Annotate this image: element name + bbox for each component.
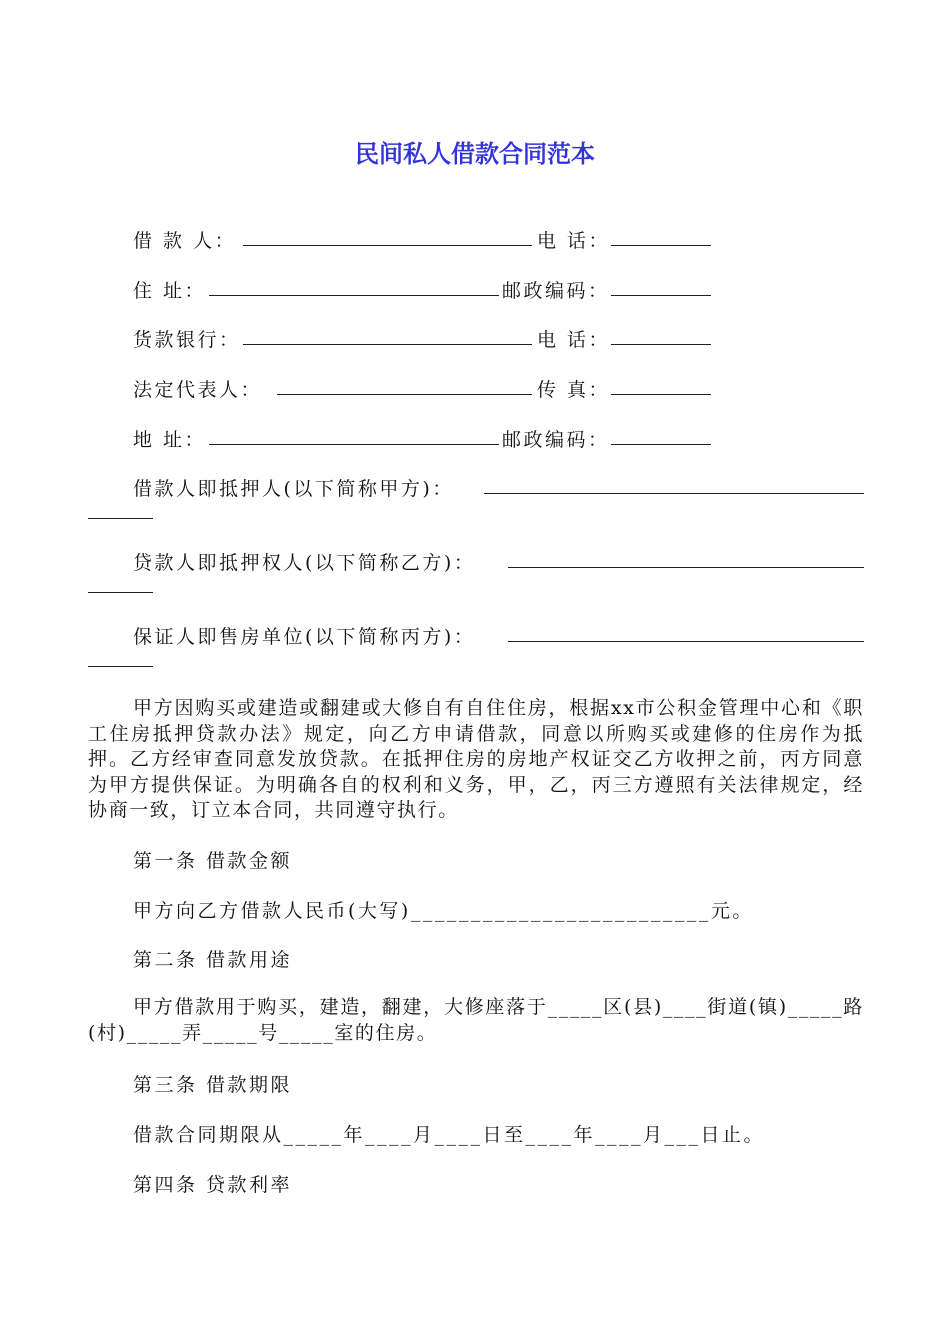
party-c-blank[interactable] [508,641,864,642]
address2-blank[interactable] [209,444,499,445]
bank-label: 货款银行： [133,329,241,351]
borrower-blank[interactable] [243,245,532,246]
fax-blank[interactable] [611,394,711,395]
phone2-blank[interactable] [611,344,711,345]
document-title: 民间私人借款合同范本 [355,140,595,168]
legal-rep-blank[interactable] [277,394,532,395]
article-3-title: 第三条 借款期限 [133,1074,293,1096]
address1-label: 住 址： [133,280,207,302]
phone1-blank[interactable] [611,245,711,246]
party-b-label: 贷款人即抵押权人(以下简称乙方)： [133,552,476,574]
article-4-title: 第四条 贷款利率 [133,1174,293,1196]
legal-rep-label: 法定代表人： [133,379,263,401]
preamble-paragraph: 甲方因购买或建造或翻建或大修自有自住住房，根据xx市公积金管理中心和《职工住房抵押贷款办法》规定，向乙方申请借款，同意以所购买或建修的住房作为抵押。乙方经审查同意发放贷款。在抵押住房的房地产权证交乙方收押之前，丙方同意为甲方提供保证。为明确各自的权利和义务，甲，乙，丙三方遵照有关法律规定，经协商一致，订立本合同，共同遵守执行。 [88,697,864,821]
phone2-label: 电 话： [537,329,611,351]
party-a-label: 借款人即抵押人(以下简称甲方)： [133,478,454,500]
postcode1-label: 邮政编码： [502,280,610,302]
party-b-blank-cont[interactable] [88,592,153,593]
party-b-blank[interactable] [508,567,864,568]
article-3-text: 借款合同期限从_____年____月____日至____年____月___日止。 [133,1124,766,1146]
address1-blank[interactable] [209,295,499,296]
fax-label: 传 真： [537,379,611,401]
article-1-text: 甲方向乙方借款人民币(大写)_________________________元。 [133,900,754,922]
bank-blank[interactable] [243,344,532,345]
article-2-title: 第二条 借款用途 [133,949,293,971]
party-a-blank[interactable] [484,493,864,494]
address2-label: 地 址： [133,429,207,451]
party-c-label: 保证人即售房单位(以下简称丙方)： [133,626,476,648]
postcode1-blank[interactable] [611,295,711,296]
article-1-title: 第一条 借款金额 [133,850,293,872]
postcode2-blank[interactable] [611,444,711,445]
article-2-text: 甲方借款用于购买，建造，翻建，大修座落于_____区(县)____街道(镇)_____路(村)_____弄_____号_____室的住房。 [88,996,864,1044]
postcode2-label: 邮政编码： [502,429,610,451]
party-a-blank-cont[interactable] [88,518,153,519]
borrower-label: 借 款 人： [133,230,237,252]
phone1-label: 电 话： [537,230,611,252]
party-c-blank-cont[interactable] [88,666,153,667]
